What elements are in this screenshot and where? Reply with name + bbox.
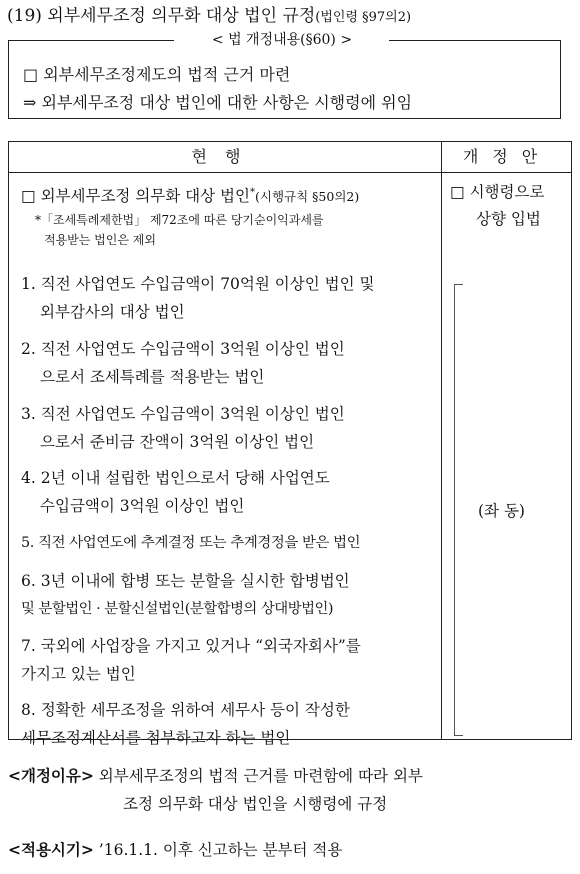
effective-text: ’16.1.1. 이후 신고하는 분부터 적용 bbox=[93, 841, 343, 859]
list-item bbox=[21, 400, 437, 456]
reason-text-1: 외부세무조정의 법적 근거를 마련함에 따라 외부 bbox=[93, 767, 423, 785]
reason-label: <개정이유> bbox=[8, 766, 94, 785]
amendment-line-1: □ 외부세무조정제도의 법적 근거 마련 bbox=[23, 65, 291, 84]
footnote bbox=[35, 210, 435, 250]
current-column bbox=[9, 172, 441, 747]
same-as-left: (좌 동) bbox=[478, 502, 525, 520]
comparison-table bbox=[8, 141, 572, 747]
effective-label: <적용시기> bbox=[8, 840, 94, 859]
new-heading bbox=[450, 179, 568, 233]
list-item bbox=[21, 632, 437, 688]
footnote-line-2: 적용받는 법인은 제외 bbox=[44, 233, 156, 247]
item-5-line-1: 5. 직전 사업연도에 추계결정 또는 추계경정을 받은 법인 bbox=[21, 535, 361, 551]
table-header-row bbox=[9, 142, 571, 173]
list-item bbox=[21, 696, 437, 752]
amendment-line-2: ⇒ 외부세무조정 대상 법인에 대한 사항은 시행령에 위임 bbox=[23, 93, 413, 112]
item-8-line-2: 세무조정계산서를 첨부하고자 하는 법인 bbox=[21, 729, 291, 747]
item-7-line-1: 7. 국외에 사업장을 가지고 있거나 “외국자회사”를 bbox=[21, 637, 361, 655]
item-7-line-2: 가지고 있는 법인 bbox=[21, 665, 136, 683]
amendment-reason bbox=[8, 762, 573, 818]
box-border-right bbox=[389, 40, 561, 41]
bracket-line bbox=[454, 284, 463, 736]
new-line-2: 상향 입법 bbox=[476, 210, 541, 228]
list-item bbox=[21, 270, 437, 326]
box-border-left bbox=[8, 40, 174, 41]
current-heading-text: □ 외부세무조정 의무화 대상 법인 bbox=[21, 187, 251, 206]
effective-date bbox=[8, 836, 573, 864]
item-1-line-1: 1. 직전 사업연도 수입금액이 70억원 이상인 법인 및 bbox=[21, 275, 375, 293]
item-1-line-2: 외부감사의 대상 법인 bbox=[40, 303, 185, 321]
section-title-main: (19) 외부세무조정 의무화 대상 법인 규정 bbox=[7, 6, 316, 26]
current-heading-ref: (시행규칙 §50의2) bbox=[255, 189, 360, 205]
item-4-line-2: 수입금액이 3억원 이상인 법인 bbox=[40, 497, 245, 515]
amendment-box bbox=[8, 32, 561, 119]
new-column bbox=[442, 172, 571, 739]
footnote-mark: * bbox=[250, 187, 256, 198]
list-item bbox=[21, 464, 437, 520]
item-3-line-2: 으로서 준비금 잔액이 3억원 이상인 법인 bbox=[40, 433, 315, 451]
item-3-line-1: 3. 직전 사업연도 수입금액이 3억원 이상인 법인 bbox=[21, 405, 345, 423]
section-title bbox=[7, 2, 577, 32]
amendment-legend: < 법 개정내용(§60) > bbox=[179, 29, 385, 51]
new-line-1: □ 시행령으로 bbox=[450, 183, 545, 201]
item-6-line-2: 및 분할법인 · 분할신설법인(분할합병의 상대방법인) bbox=[21, 601, 334, 617]
item-6-line-1: 6. 3년 이내에 합병 또는 분할을 실시한 합병법인 bbox=[21, 572, 350, 590]
item-4-line-1: 4. 2년 이내 설립한 법인으로서 당해 사업연도 bbox=[21, 469, 330, 487]
list-item bbox=[21, 529, 437, 557]
footnote-line-1: *「조세특례제한법」 제72조에 따른 당기순이익과세를 bbox=[35, 213, 324, 227]
header-current: 현행 bbox=[191, 147, 259, 166]
list-item bbox=[21, 335, 437, 391]
item-2-line-1: 2. 직전 사업연도 수입금액이 3억원 이상인 법인 bbox=[21, 340, 345, 358]
current-heading bbox=[21, 179, 439, 210]
item-8-line-1: 8. 정확한 세무조정을 위하여 세무사 등이 작성한 bbox=[21, 701, 350, 719]
list-item bbox=[21, 567, 437, 623]
header-new: 개정안 bbox=[441, 142, 572, 172]
section-title-ref: (법인령 §97의2) bbox=[315, 10, 412, 25]
reason-text-2: 조정 의무화 대상 법인을 시행령에 규정 bbox=[123, 795, 388, 813]
item-2-line-2: 으로서 조세특례를 적용받는 법인 bbox=[40, 368, 265, 386]
